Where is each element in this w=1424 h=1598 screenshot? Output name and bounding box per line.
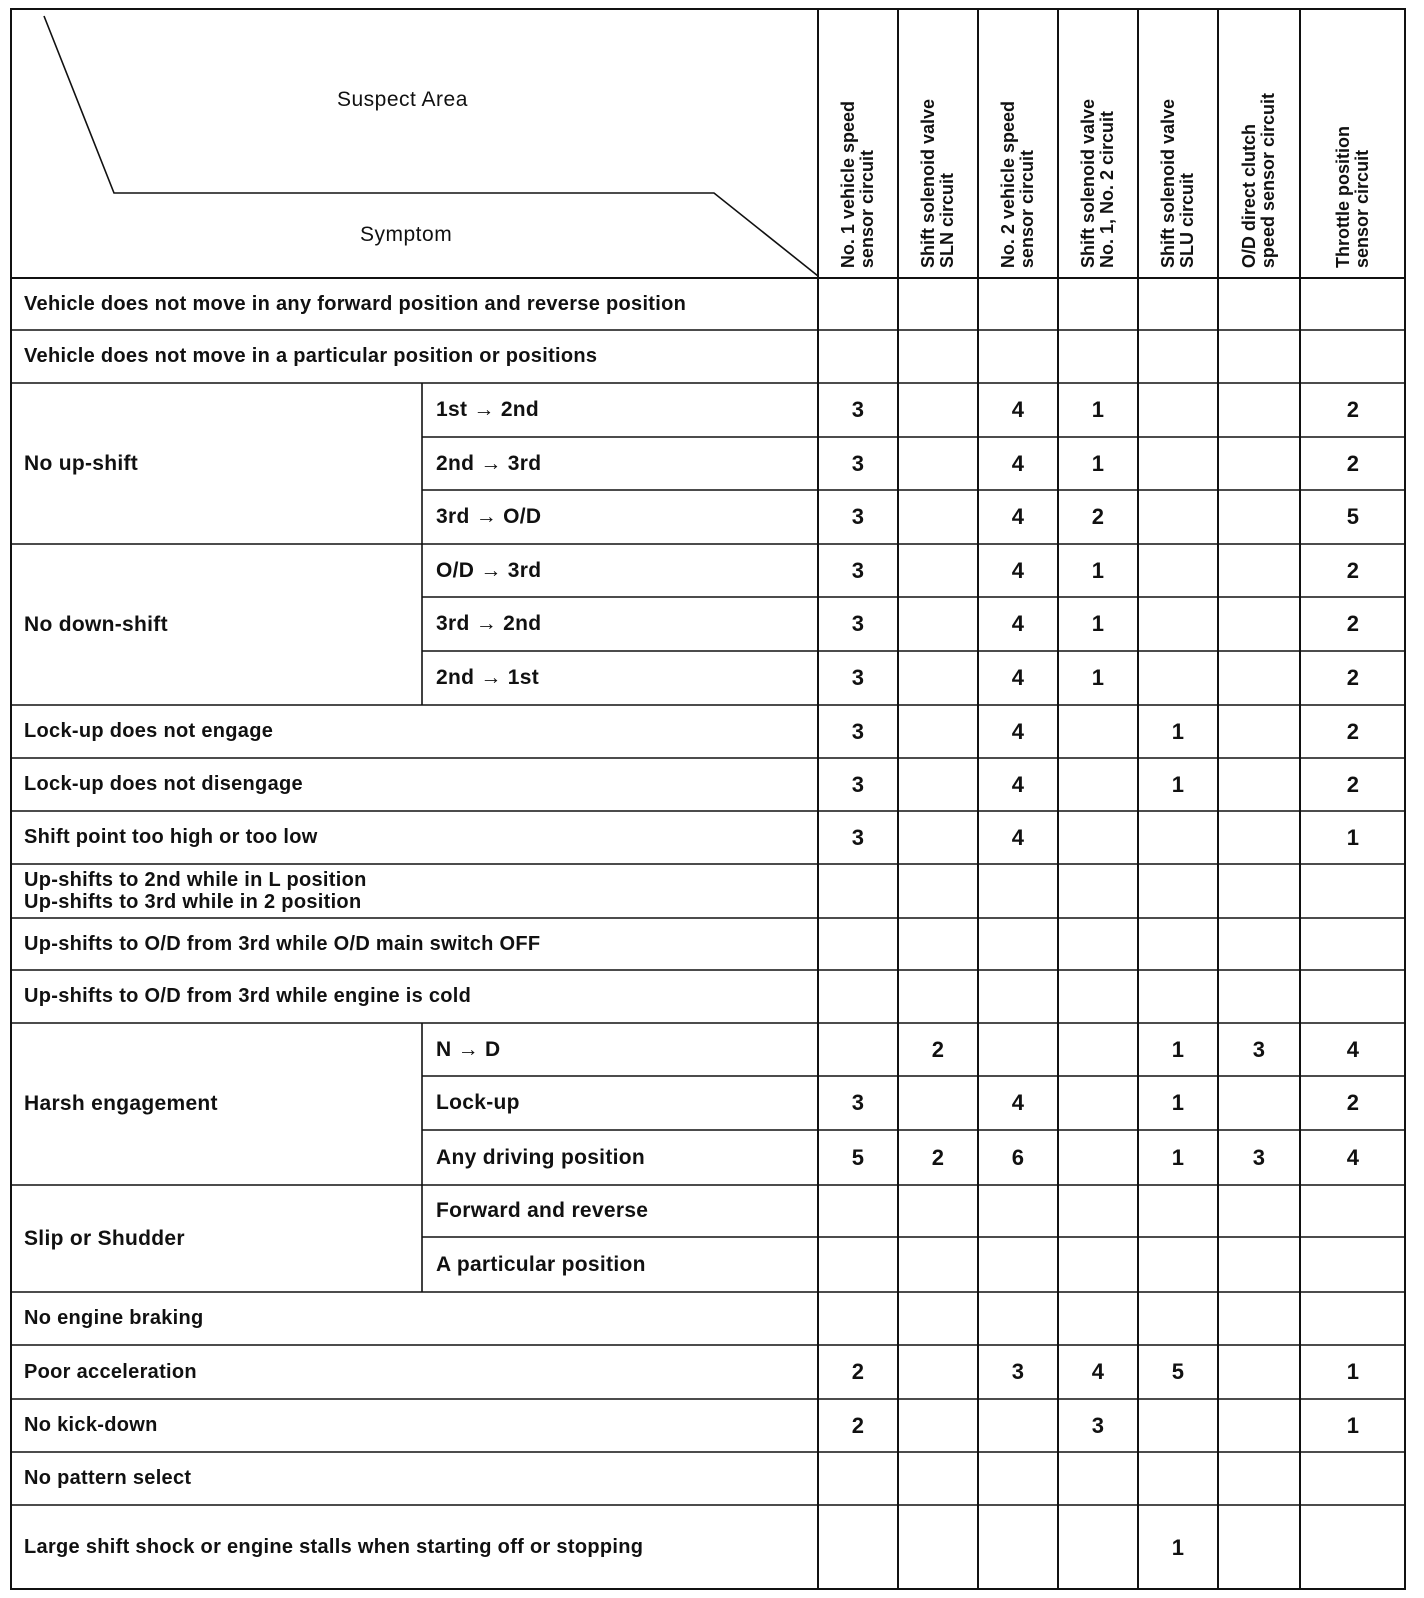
priority-cell <box>1218 651 1300 705</box>
symptom-cell: Up-shifts to 2nd while in L position Up-shifts to 3rd while in 2 position <box>24 869 367 913</box>
priority-cell <box>1218 918 1300 970</box>
priority-cell <box>1138 490 1218 544</box>
priority-cell <box>1058 1237 1138 1292</box>
priority-cell <box>978 1185 1058 1237</box>
priority-cell: 3 <box>1252 1144 1266 1170</box>
priority-cell <box>1058 1185 1138 1237</box>
priority-cell: 3 <box>1011 1359 1025 1384</box>
priority-cell: 4 <box>1011 504 1025 529</box>
priority-cell <box>1058 864 1138 918</box>
priority-cell <box>1300 1452 1406 1505</box>
priority-cell: 4 <box>1091 1359 1105 1384</box>
priority-cell <box>1058 705 1138 758</box>
priority-cell: 3 <box>851 450 865 476</box>
priority-cell <box>818 970 898 1023</box>
priority-cell <box>1218 437 1300 490</box>
priority-cell <box>898 490 978 544</box>
priority-cell <box>1138 1185 1218 1237</box>
priority-cell: 3 <box>851 718 865 744</box>
priority-cell: 3 <box>1252 1036 1266 1062</box>
priority-cell <box>818 278 898 330</box>
condition-cell: O/D → 3rd <box>436 558 542 582</box>
priority-cell: 1 <box>1091 397 1105 422</box>
priority-cell <box>1218 1292 1300 1345</box>
priority-cell <box>1138 1237 1218 1292</box>
priority-cell: 2 <box>1346 611 1360 636</box>
priority-cell <box>978 1399 1058 1452</box>
priority-cell <box>978 330 1058 383</box>
priority-cell <box>1300 278 1406 330</box>
priority-cell: 3 <box>851 557 865 583</box>
priority-cell: 5 <box>851 1144 865 1170</box>
priority-cell: 5 <box>1171 1359 1185 1384</box>
priority-cell <box>898 597 978 651</box>
priority-cell <box>1138 918 1218 970</box>
priority-cell <box>898 758 978 811</box>
priority-cell <box>978 1505 1058 1590</box>
priority-cell <box>1218 1452 1300 1505</box>
priority-cell: 1 <box>1171 771 1185 797</box>
priority-cell <box>818 918 898 970</box>
priority-cell <box>1138 437 1218 490</box>
priority-cell <box>818 1292 898 1345</box>
priority-cell <box>1058 1292 1138 1345</box>
priority-cell: 4 <box>1346 1036 1360 1062</box>
priority-cell <box>978 1292 1058 1345</box>
priority-cell <box>898 437 978 490</box>
priority-cell: 2 <box>851 1359 865 1384</box>
column-header <box>898 8 978 278</box>
priority-cell: 1 <box>1171 1534 1185 1560</box>
priority-cell <box>898 330 978 383</box>
priority-cell <box>1218 1345 1300 1399</box>
priority-cell <box>1138 278 1218 330</box>
suspect-area-label: Suspect Area <box>337 88 468 111</box>
priority-cell <box>1138 970 1218 1023</box>
symptom-cell: Poor acceleration <box>24 1360 197 1383</box>
column-header-label: O/D direct clutch speed sensor circuit <box>1239 92 1278 268</box>
priority-cell <box>898 1185 978 1237</box>
priority-cell <box>1138 811 1218 864</box>
troubleshooting-matrix <box>10 8 1406 1590</box>
priority-cell: 1 <box>1171 718 1185 744</box>
symptom-cell: No pattern select <box>24 1467 192 1489</box>
priority-cell <box>1300 1185 1406 1237</box>
priority-cell <box>978 278 1058 330</box>
priority-cell <box>978 1237 1058 1292</box>
symptom-cell: Harsh engagement <box>24 1092 218 1115</box>
column-header <box>818 8 898 278</box>
priority-cell <box>1058 1130 1138 1185</box>
condition-cell: Any driving position <box>436 1145 645 1169</box>
priority-cell: 4 <box>1011 611 1025 636</box>
priority-cell <box>898 1505 978 1590</box>
symptom-cell: No engine braking <box>24 1307 204 1329</box>
priority-cell <box>1218 278 1300 330</box>
symptom-cell: Lock-up does not disengage <box>24 773 303 795</box>
priority-cell <box>898 1076 978 1130</box>
priority-cell <box>898 278 978 330</box>
priority-cell: 4 <box>1011 665 1025 690</box>
priority-cell <box>898 918 978 970</box>
priority-cell <box>1138 651 1218 705</box>
priority-cell <box>898 1345 978 1399</box>
priority-cell <box>1218 1185 1300 1237</box>
priority-cell: 3 <box>851 504 865 529</box>
priority-cell <box>1300 1292 1406 1345</box>
column-header-label: Shift solenoid valve No. 1, No. 2 circuit <box>1078 98 1117 268</box>
column-header <box>1218 8 1300 278</box>
symptom-cell: Large shift shock or engine stalls when starting off or stopping <box>24 1536 644 1558</box>
priority-cell <box>978 1023 1058 1076</box>
priority-cell <box>1218 1505 1300 1590</box>
priority-cell: 4 <box>1011 771 1025 797</box>
column-header <box>1058 8 1138 278</box>
priority-cell <box>898 651 978 705</box>
priority-cell <box>818 1505 898 1590</box>
symptom-cell: Up-shifts to O/D from 3rd while O/D main switch OFF <box>24 932 541 955</box>
column-header-label: No. 1 vehicle speed sensor circuit <box>838 100 877 268</box>
priority-cell <box>1218 1237 1300 1292</box>
priority-cell <box>1138 1292 1218 1345</box>
priority-cell <box>1218 1399 1300 1452</box>
condition-cell: A particular position <box>436 1252 646 1276</box>
condition-cell: 2nd → 1st <box>436 666 540 689</box>
priority-cell <box>1218 544 1300 597</box>
symptom-label: Symptom <box>360 223 453 246</box>
condition-cell: Lock-up <box>436 1091 520 1114</box>
priority-cell: 1 <box>1091 611 1105 636</box>
symptom-cell: No up-shift <box>24 451 139 475</box>
priority-cell: 2 <box>1346 1090 1360 1115</box>
priority-cell <box>1138 864 1218 918</box>
priority-cell <box>898 1237 978 1292</box>
priority-cell <box>1058 1076 1138 1130</box>
priority-cell <box>1218 758 1300 811</box>
priority-cell <box>1058 330 1138 383</box>
priority-cell: 2 <box>1346 665 1360 690</box>
column-header-label: Shift solenoid valve SLU circuit <box>1158 98 1197 268</box>
priority-cell <box>898 1452 978 1505</box>
priority-cell <box>1218 330 1300 383</box>
symptom-cell: No kick-down <box>24 1414 158 1436</box>
condition-cell: N → D <box>436 1037 501 1061</box>
column-header <box>1138 8 1218 278</box>
priority-cell <box>1058 811 1138 864</box>
priority-cell: 4 <box>1011 1090 1025 1115</box>
priority-cell <box>898 970 978 1023</box>
priority-cell: 1 <box>1171 1090 1185 1115</box>
priority-cell: 1 <box>1091 557 1105 583</box>
priority-cell: 1 <box>1346 1412 1360 1438</box>
priority-cell: 6 <box>1011 1144 1025 1170</box>
priority-cell: 4 <box>1011 397 1025 422</box>
priority-cell <box>978 864 1058 918</box>
priority-cell <box>1218 864 1300 918</box>
symptom-cell: Shift point too high or too low <box>24 826 318 848</box>
priority-cell <box>1058 1505 1138 1590</box>
priority-cell: 2 <box>1346 771 1360 797</box>
priority-cell <box>1218 811 1300 864</box>
priority-cell <box>818 1237 898 1292</box>
priority-cell <box>1138 330 1218 383</box>
column-header <box>1300 8 1406 278</box>
priority-cell <box>1218 383 1300 437</box>
symptom-cell: Slip or Shudder <box>24 1226 185 1250</box>
priority-cell <box>1058 918 1138 970</box>
priority-cell <box>898 705 978 758</box>
priority-cell <box>1218 597 1300 651</box>
priority-cell: 3 <box>851 397 865 422</box>
symptom-cell: Up-shifts to O/D from 3rd while engine is cold <box>24 985 472 1007</box>
priority-cell <box>1300 864 1406 918</box>
priority-cell: 2 <box>1346 397 1360 422</box>
priority-cell <box>1058 758 1138 811</box>
priority-cell: 1 <box>1346 824 1360 850</box>
priority-cell <box>1218 1076 1300 1130</box>
priority-cell: 4 <box>1011 557 1025 583</box>
priority-cell: 2 <box>851 1412 865 1438</box>
priority-cell: 2 <box>1091 504 1105 529</box>
symptom-cell: Vehicle does not move in any forward position and reverse position <box>24 292 687 315</box>
priority-cell <box>1138 1452 1218 1505</box>
priority-cell <box>898 1399 978 1452</box>
priority-cell <box>818 330 898 383</box>
priority-cell <box>978 970 1058 1023</box>
priority-cell <box>818 1452 898 1505</box>
symptom-cell: Vehicle does not move in a particular position or positions <box>24 345 598 367</box>
priority-cell <box>1300 1237 1406 1292</box>
symptom-cell: Lock-up does not engage <box>24 720 274 742</box>
priority-cell <box>818 864 898 918</box>
condition-cell: Forward and reverse <box>436 1199 649 1222</box>
priority-cell <box>1218 705 1300 758</box>
column-header-label: Throttle position sensor circuit <box>1333 126 1372 268</box>
priority-cell <box>1300 918 1406 970</box>
priority-cell <box>818 1185 898 1237</box>
priority-cell <box>898 544 978 597</box>
priority-cell: 4 <box>1011 824 1025 850</box>
priority-cell: 4 <box>1011 450 1025 476</box>
priority-cell <box>1138 383 1218 437</box>
priority-cell: 3 <box>851 611 865 636</box>
priority-cell <box>1058 1023 1138 1076</box>
priority-cell: 2 <box>1346 718 1360 744</box>
priority-cell <box>1058 278 1138 330</box>
priority-cell <box>1138 544 1218 597</box>
condition-cell: 1st → 2nd <box>436 398 540 421</box>
priority-cell <box>1300 970 1406 1023</box>
priority-cell: 3 <box>851 1090 865 1115</box>
priority-cell <box>1218 490 1300 544</box>
priority-cell <box>1138 597 1218 651</box>
priority-cell: 1 <box>1091 665 1105 690</box>
priority-cell <box>898 864 978 918</box>
condition-cell: 2nd → 3rd <box>436 451 542 475</box>
priority-cell: 2 <box>1346 557 1360 583</box>
priority-cell <box>898 383 978 437</box>
priority-cell <box>978 1452 1058 1505</box>
priority-cell <box>898 811 978 864</box>
priority-cell <box>1300 1505 1406 1590</box>
column-header <box>978 8 1058 278</box>
symptom-cell: No down-shift <box>24 612 168 636</box>
priority-cell <box>978 918 1058 970</box>
priority-cell: 4 <box>1346 1144 1360 1170</box>
priority-cell: 5 <box>1346 504 1360 529</box>
priority-cell: 1 <box>1171 1144 1185 1170</box>
priority-cell: 4 <box>1011 718 1025 744</box>
priority-cell: 1 <box>1171 1036 1185 1062</box>
priority-cell: 2 <box>931 1036 945 1062</box>
priority-cell: 3 <box>851 771 865 797</box>
priority-cell: 1 <box>1091 450 1105 476</box>
priority-cell <box>1300 330 1406 383</box>
column-header-label: No. 2 vehicle speed sensor circuit <box>998 100 1037 268</box>
priority-cell <box>1218 970 1300 1023</box>
priority-cell <box>898 1292 978 1345</box>
priority-cell <box>1058 1452 1138 1505</box>
priority-cell: 3 <box>851 824 865 850</box>
condition-cell: 3rd → 2nd <box>436 612 542 635</box>
priority-cell <box>1058 970 1138 1023</box>
priority-cell: 1 <box>1346 1359 1360 1384</box>
priority-cell <box>1138 1399 1218 1452</box>
priority-cell: 2 <box>1346 450 1360 476</box>
priority-cell <box>818 1023 898 1076</box>
priority-cell: 2 <box>931 1144 945 1170</box>
column-header-label: Shift solenoid valve SLN circuit <box>918 98 957 268</box>
condition-cell: 3rd → O/D <box>436 505 542 528</box>
priority-cell: 3 <box>851 665 865 690</box>
priority-cell: 3 <box>1091 1412 1105 1438</box>
